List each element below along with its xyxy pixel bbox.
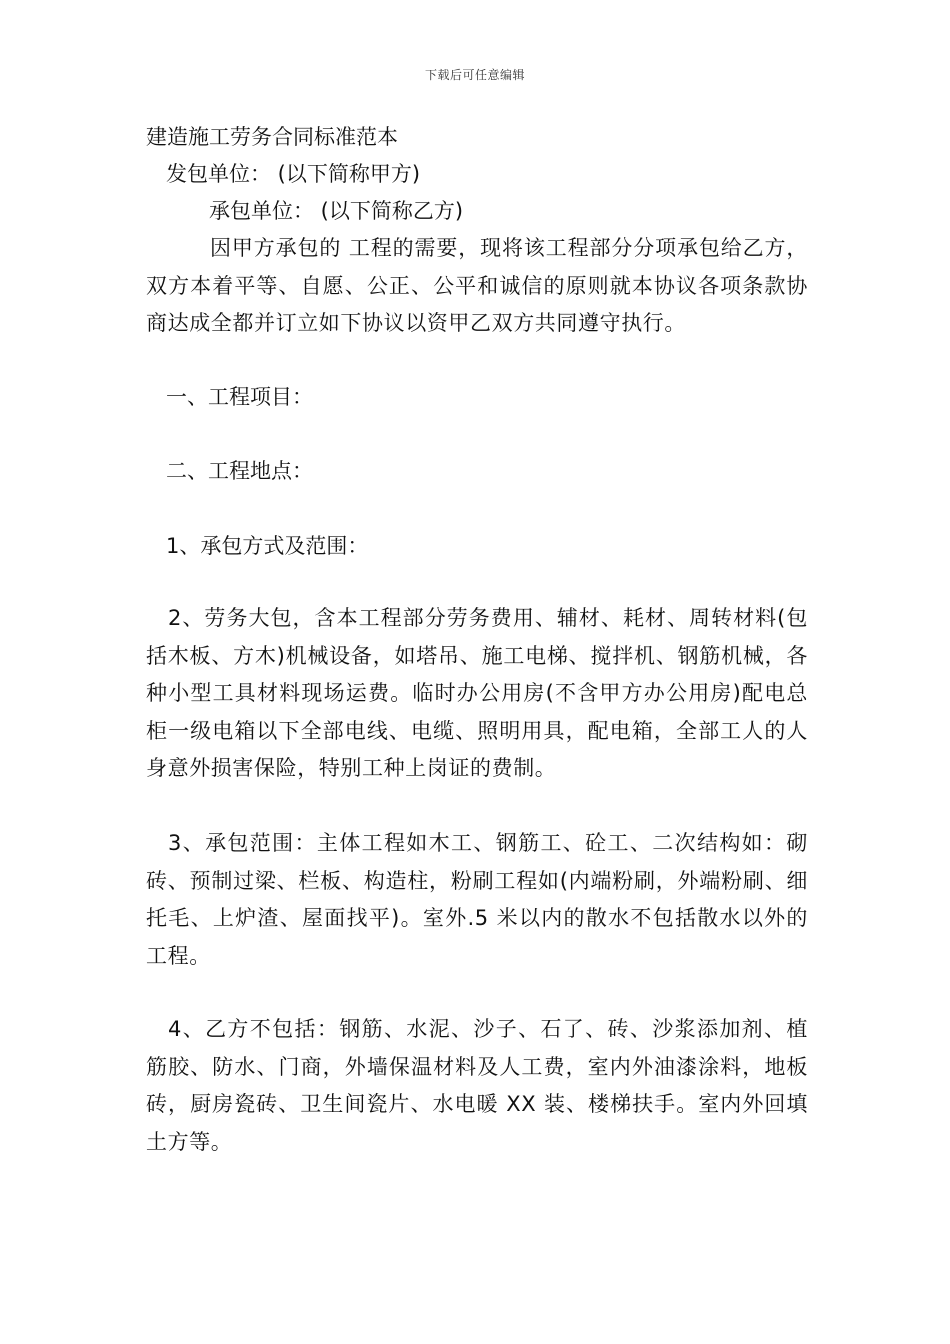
section-project: 一、工程项目：: [166, 385, 313, 409]
document-title: 建造施工劳务合同标准范本: [146, 125, 398, 149]
item-contract-method: 1、承包方式及范围：: [166, 534, 369, 558]
party-b-line: 承包单位： (以下简称乙方): [209, 199, 464, 223]
intro-paragraph: 因甲方承包的 工程的需要，现将该工程部分分项承包给乙方，双方本着平等、自愿、公正、公平和诚信的原则就本协议各项条款协商达成全都并订立如下协议以资甲乙双方共同遵守执行。: [146, 236, 808, 335]
section-location: 二、工程地点：: [166, 459, 313, 483]
item-labor-package: 2、劳务大包，含本工程部分劳务费用、辅材、耗材、周转材料(包括木板、方木)机械设备，如塔吊、施工电梯、搅拌机、钢筋机械，各种小型工具材料现场运费。临时办公用房(不含甲方办公用房)配电总柜一级电箱以下全部电线、电缆、照明用具，配电箱，全部工人的人身意外损害保险，特别工种上岗证的费制。: [146, 606, 808, 780]
item-contract-scope: 3、承包范围：主体工程如木工、钢筋工、砼工、二次结构如：砌砖、预制过梁、栏板、构造柱，粉刷工程如(内端粉刷，外端粉刷、细托毛、上炉渣、屋面找平)。室外.5 米以内的散水不包括散水以外的工程。: [146, 831, 808, 968]
item-exclusions: 4、乙方不包括：钢筋、水泥、沙子、石了、砖、沙浆添加剂、植筋胶、防水、门商，外墙保温材料及人工费，室内外油漆涂料，地板砖，厨房瓷砖、卫生间瓷片、水电暖 XX 装、楼梯扶手。室内外回填土方等。: [146, 1017, 808, 1154]
party-a-line: 发包单位： (以下简称甲方): [166, 162, 421, 186]
header-note: 下载后可任意编辑: [424, 68, 525, 82]
